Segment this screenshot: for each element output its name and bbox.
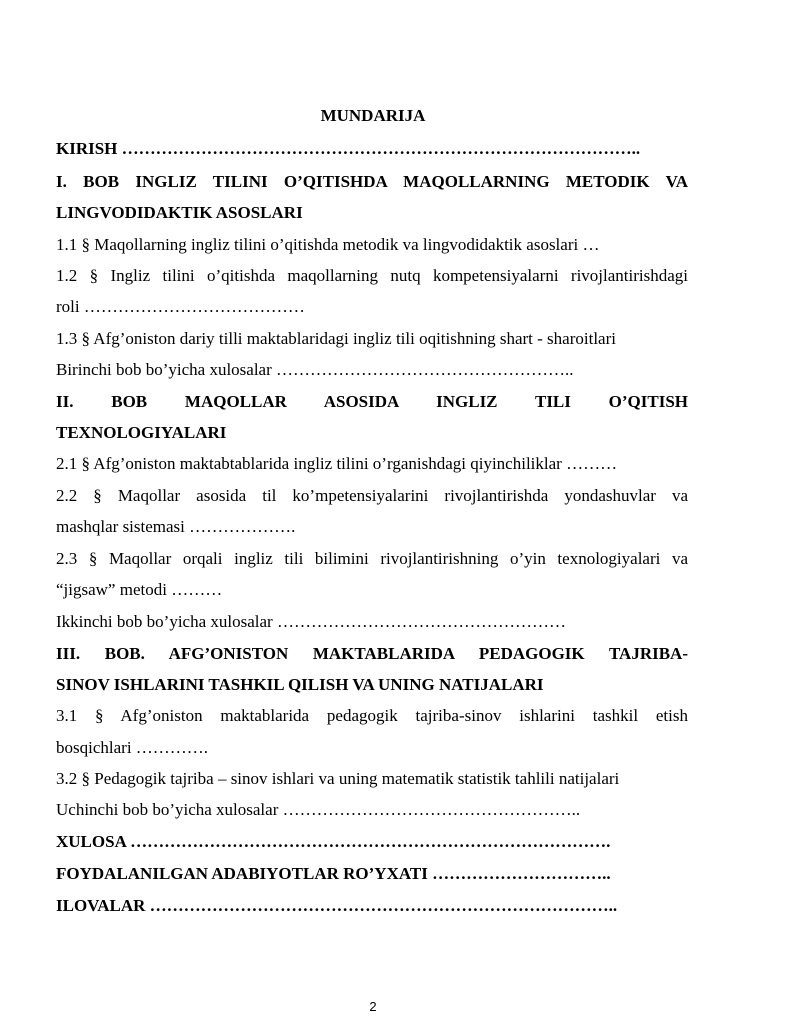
- toc-entry-bibliography: FOYDALANILGAN ADABIYOTLAR RO’YXATI …………………………..: [56, 864, 611, 883]
- toc-chapter-2-heading-cont: TEXNOLOGIYALARI: [56, 423, 227, 442]
- toc-entry-2-2-cont: mashqlar sistemasi ……………….: [56, 517, 296, 536]
- toc-entry-2-3: 2.3 § Maqollar orqali ingliz tili bilimini rivojlantirishning o’yin texnologiyalari va: [56, 549, 688, 568]
- toc-entry-1-2: 1.2 § Ingliz tilini o’qitishda maqollarning nutq kompetensiyalarni rivojlantirishdagi: [56, 266, 688, 285]
- toc-entry-3-1-cont: bosqichlari ………….: [56, 738, 209, 757]
- toc-chapter-3-heading-cont: SINOV ISHLARINI TASHKIL QILISH VA UNING NATIJALARI: [56, 675, 544, 694]
- toc-entry-xulosa: XULOSA ………………………………………………………………………….: [56, 832, 611, 851]
- toc-chapter-1-heading: I. BOB INGLIZ TILINI O’QITISHDA MAQOLLARNING METODIK VA: [56, 172, 688, 191]
- toc-chapter-3-heading: III. BOB. AFG’ONISTON MAKTABLARIDA PEDAGOGIK TAJRIBA-: [56, 644, 688, 663]
- toc-entry-3-2: 3.2 § Pedagogik tajriba – sinov ishlari va uning matematik statistik tahlili natijalari: [56, 769, 620, 788]
- toc-entry-3-1: 3.1 § Afg’oniston maktablarida pedagogik tajriba-sinov ishlarini tashkil etish: [56, 706, 688, 725]
- toc-entry-2-2: 2.2 § Maqollar asosida til ko’mpetensiyalarini rivojlantirishda yondashuvlar va: [56, 486, 688, 505]
- page-number: 2: [369, 999, 377, 1014]
- toc-entry-ilovalar: ILOVALAR ………………………………………………………………………..: [56, 896, 618, 915]
- toc-entry-2-1: 2.1 § Afg’oniston maktabtablarida ingliz tilini o’rganishdagi qiyinchiliklar ………: [56, 454, 618, 473]
- toc-entry-chapter-3-conclusion: Uchinchi bob bo’yicha xulosalar ……………………………………………..: [56, 800, 581, 819]
- toc-entry-2-3-cont: “jigsaw” metodi ………: [56, 580, 223, 599]
- toc-chapter-2-heading: II. BOB MAQOLLAR ASOSIDA INGLIZ TILI O’QITISH: [56, 392, 688, 411]
- toc-entry-kirish: KIRISH ………………………………………………………………………………..: [56, 139, 641, 158]
- toc-entry-chapter-1-conclusion: Birinchi bob bo’yicha xulosalar ……………………………………………..: [56, 360, 574, 379]
- toc-entry-1-2-cont: roli …………………………………: [56, 297, 305, 316]
- toc-chapter-1-heading-cont: LINGVODIDAKTIK ASOSLARI: [56, 203, 303, 222]
- toc-entry-1-1: 1.1 § Maqollarning ingliz tilini o’qitishda metodik va lingvodidaktik asoslari …: [56, 235, 600, 254]
- toc-title: MUNDARIJA: [320, 106, 426, 125]
- toc-entry-1-3: 1.3 § Afg’oniston dariy tilli maktablaridagi ingliz tili oqitishning shart - sharoitlari: [56, 329, 616, 348]
- toc-entry-chapter-2-conclusion: Ikkinchi bob bo’yicha xulosalar ……………………………………………: [56, 612, 566, 631]
